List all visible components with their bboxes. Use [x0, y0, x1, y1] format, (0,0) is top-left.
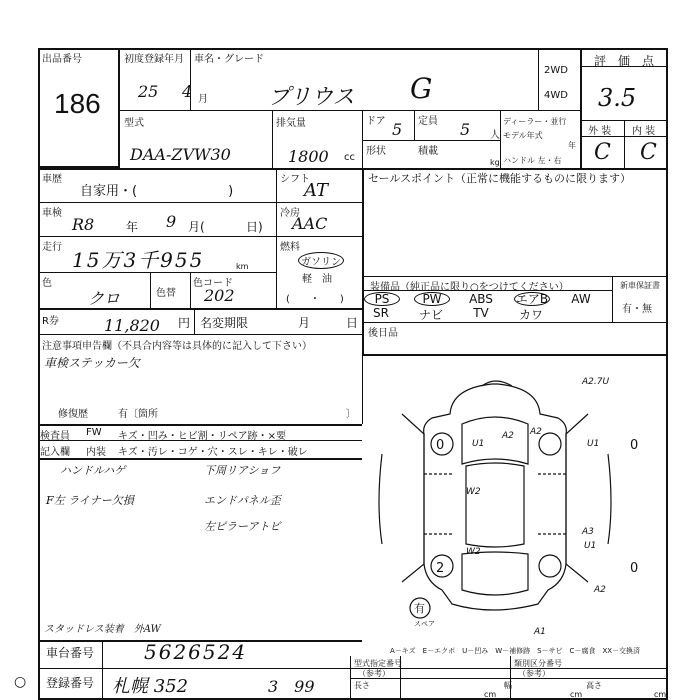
load-unit: kg [490, 158, 500, 167]
circle-mark: ○ [14, 674, 27, 690]
equipment-item: エアB [515, 292, 549, 306]
tire-mark: 2 [436, 561, 445, 576]
interior-label: 内 装 [632, 126, 656, 137]
divider [38, 424, 362, 426]
capacity-label: 定員 [418, 116, 438, 127]
reg-label: 登録番号 [46, 676, 95, 690]
spare-sub: スペア [414, 620, 435, 628]
diagram-legend: A－キズ E－エクボ U－凹み W－補修跡 S－サビ C－腐食 XX－交換済 [390, 647, 641, 655]
legend-top: キズ・凹み・ヒビ割・リペア跡・×要 [118, 431, 286, 442]
lot-number: 186 [54, 88, 101, 119]
car-diagram [362, 354, 668, 644]
inspector-label: 検査員 [40, 431, 70, 442]
equipment-item: AW [571, 292, 591, 306]
ac-value: AAC [292, 214, 328, 233]
diagram-mark: A2.7U [582, 377, 610, 387]
divider [190, 272, 191, 308]
inspection-month-unit: 月( [188, 220, 205, 234]
tire-mark: 0 [436, 438, 445, 453]
drive-2wd: 2WD [544, 65, 568, 76]
displacement-unit: cc [344, 152, 355, 163]
ac-label: 冷房 [280, 208, 300, 219]
fuel-gasoline: ガソリン [298, 252, 344, 269]
color-code-label: 色コード [193, 278, 233, 289]
divider [582, 66, 668, 67]
divider [362, 168, 364, 354]
remark-left-1: ハンドルハゲ [60, 464, 126, 477]
recycle-label: R券 [42, 316, 59, 327]
diagram-mark: W2 [466, 487, 481, 497]
shape-code-sub: （参考） [358, 669, 390, 678]
recycle-unit: 円 [178, 316, 191, 330]
exterior-label: 外 装 [588, 126, 612, 137]
score-value: 3.5 [598, 84, 637, 112]
divider [120, 110, 580, 111]
mileage-label: 走行 [42, 242, 62, 253]
inspection-month: 9 [166, 212, 177, 231]
interior-value: C [640, 140, 657, 165]
divider [272, 110, 273, 168]
divider [362, 110, 363, 168]
cm-unit: cm [654, 690, 667, 699]
carname-label: 車名・グレード [194, 54, 264, 65]
divider [150, 272, 151, 308]
fuel-label: 燃料 [280, 242, 300, 253]
divider [538, 48, 539, 110]
model-label: 型式 [124, 118, 144, 129]
model-value: DAA-ZVW30 [130, 145, 231, 164]
handle-label: ハンドル 左・右 [503, 156, 562, 165]
divider [38, 202, 276, 203]
recycle-value: 11,820 [104, 316, 160, 335]
meishou-label: 名変期限 [200, 316, 249, 330]
month-unit: 月 [198, 94, 208, 105]
first-reg-year: 25 [138, 82, 159, 101]
remark-right-3: 左ピラーアトビ [204, 520, 281, 533]
divider [38, 668, 668, 669]
diagram-mark: A3 [582, 527, 594, 537]
divider [38, 334, 362, 335]
inspector-value: FW [86, 427, 102, 438]
divider [362, 276, 668, 277]
diagram-mark: A2 [594, 585, 606, 595]
spare-label: 有 [414, 602, 425, 615]
fuel-diesel: 軽 油 [302, 274, 332, 285]
inspection-day-unit: 日) [246, 220, 263, 234]
lot-label: 出品番号 [42, 54, 82, 65]
displacement-label: 排気量 [276, 118, 306, 129]
mileage-value: 15万3千955 [72, 248, 205, 272]
shape-code-label: 型式指定番号 [354, 659, 402, 668]
divider [102, 640, 103, 700]
score-label: 評 価 点 [594, 54, 655, 68]
diagram-mark: U1 [587, 439, 600, 449]
class-code-label: 類別区分番号 [514, 659, 562, 668]
color-change-label: 色替 [156, 288, 176, 299]
cm-unit: cm [570, 690, 583, 699]
divider [194, 308, 195, 334]
diagram-mark: A1 [534, 627, 546, 637]
height-label: 高さ [586, 681, 602, 690]
grade: G [410, 72, 433, 105]
entry-value: 内装 [86, 447, 106, 458]
door-label: ドア [366, 116, 386, 127]
rear-seat-label: 後日品 [368, 328, 398, 339]
shift-label: シフト [280, 174, 310, 185]
remark-right-1: 下周リアショフ [204, 464, 281, 477]
year-unit: 年 [568, 141, 576, 150]
divider [276, 236, 362, 237]
divider [38, 458, 362, 460]
remark-left-3: スタッドレス装着 外AW [44, 624, 161, 635]
notes-value: 車検ステッカー欠 [44, 356, 140, 370]
divider [38, 236, 276, 237]
inspection-year-unit: 年 [126, 220, 139, 234]
divider [362, 140, 500, 141]
door-value: 5 [392, 120, 403, 139]
divider [362, 322, 668, 323]
drive-4wd: 4WD [544, 90, 568, 101]
diagram-mark: U1 [472, 439, 485, 449]
equipment-item: SR [373, 306, 389, 320]
legend-bottom: キズ・汚レ・コゲ・穴・スレ・キレ・破レ [118, 447, 308, 458]
exterior-value: C [594, 140, 611, 165]
dealer-label: ディーラー・並行 [503, 117, 567, 126]
divider [276, 202, 362, 203]
capacity-unit: 人 [490, 130, 500, 141]
width-label: 幅 [504, 681, 512, 690]
diagram-mark: U1 [584, 541, 597, 551]
diagram-mark: A2 [530, 427, 542, 437]
model-year-label: モデル年式 [503, 131, 543, 140]
capacity-value: 5 [460, 120, 471, 139]
reg-extra: 3 99 [268, 677, 315, 696]
repair-value: 有〔箇所 [118, 409, 158, 420]
divider [580, 136, 668, 137]
history-label: 車歴 [42, 174, 62, 185]
equipment-item: PW [414, 292, 450, 306]
divider [276, 168, 277, 308]
carname: プリウス [268, 85, 355, 110]
divider [38, 272, 276, 273]
tire-mark: 0 [630, 438, 639, 453]
warranty-value: 有・無 [622, 304, 652, 315]
divider [38, 308, 362, 310]
length-label: 長さ [354, 681, 370, 690]
history-value: 自家用・( ) [80, 184, 234, 199]
warranty-label: 新車保証書 [620, 281, 660, 290]
mileage-unit: km [236, 262, 249, 271]
shift-value: AT [304, 180, 329, 201]
divider [414, 110, 415, 140]
equipment-item: PS [364, 292, 400, 306]
repair-label: 修復歴 [58, 409, 88, 420]
divider [624, 120, 625, 168]
color-code-value: 202 [204, 286, 235, 305]
divider [350, 678, 668, 679]
color-value: クロ [88, 289, 121, 308]
load-label: 積載 [418, 146, 438, 157]
divider [612, 276, 613, 322]
divider [38, 440, 362, 441]
first-reg-label: 初度登録年月 [124, 54, 184, 65]
divider [362, 290, 612, 291]
fuel-other: ( ・ ) [286, 294, 344, 305]
tire-mark: 0 [630, 561, 639, 576]
diagram-mark: W2 [466, 547, 481, 557]
repair-close: 〕 [346, 409, 356, 420]
divider [500, 110, 501, 168]
meishou-month: 月 [298, 316, 311, 330]
diagram-mark: A2 [502, 431, 514, 441]
remark-left-2: F左 ライナー欠損 [46, 494, 134, 507]
notes-label: 注意事項申告欄（不具合内容等は具体的に記入して下さい） [42, 341, 312, 352]
first-reg-month: 4 [182, 82, 193, 101]
inspection-era: R8 [72, 215, 95, 234]
remark-right-2: エンドパネル歪 [204, 494, 281, 507]
class-code-sub: （参考） [518, 669, 550, 678]
inspection-label: 車検 [42, 208, 62, 219]
reg-value: 札幌 352 [112, 676, 189, 697]
cm-unit: cm [484, 690, 497, 699]
equipment-item: TV [473, 306, 489, 320]
equipment-item: ナビ [418, 308, 443, 322]
equipment-label: 装備品（純正品に限り○をつけてください） [370, 282, 569, 293]
vin-value: 5626524 [144, 640, 248, 664]
displacement-value: 1800 [288, 147, 329, 166]
shape-label: 形状 [366, 146, 386, 157]
entry-label: 記入欄 [40, 447, 70, 458]
vin-label: 車台番号 [46, 646, 95, 660]
sales-point-label: セールスポイント（正常に機能するものに限ります） [368, 172, 632, 185]
meishou-day: 日 [346, 316, 359, 330]
equipment-item: カワ [518, 308, 543, 322]
color-label: 色 [42, 278, 52, 289]
equipment-item: ABS [469, 292, 493, 306]
